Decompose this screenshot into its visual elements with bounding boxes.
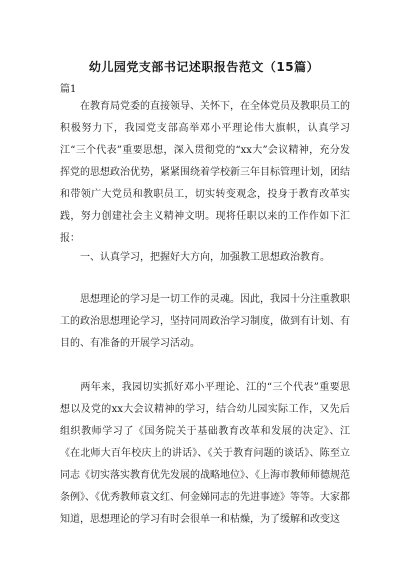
- paragraph-study-text: 两年来，我园切实抓好邓小平理论、江的“三个代表”重要思想以及党的xx大会议精神的学习，结合幼儿园实际工作，又先后组织教师学习了《国务院关于基础教育改革和发展的决定》、江《在北师大百年校庆上的讲话》、《关于教育问题的谈话》、陈至立同志《切实落实教育优先发展的战略地位》、《上海市教师师德规范条例》、《优秀教师袁文红、何金娣同志的先进事迹》等等。大家都知道，思想理论的学习有时会很单一和枯燥，为了缓解和改变这: [60, 382, 350, 525]
- section-label: 篇1: [60, 84, 77, 95]
- paragraph-intro: [60, 96, 350, 250]
- paragraph-study: [60, 377, 350, 531]
- paragraph-theory: [60, 289, 350, 355]
- paragraph-intro-text: 在教育局党委的直接领导、关怀下，在全体党员及教职员工的积极努力下，我园党支部高举邓小平理论伟大旗帜，认真学习江“三个代表”重要思想，深入贯彻党的“xx大”会议精神，充分发挥党的思想政治优势，紧紧围绕着学校新三年目标管理计划，团结和带领广大党员和教职员工，切实转变观念，投身于教育改革实践，努力创建社会主义精神文明。现将任职以来的工作作如下汇报：: [60, 101, 350, 244]
- document-title: 幼儿园党支部书记述职报告范文（15篇）: [88, 60, 320, 74]
- section-heading: [60, 247, 350, 269]
- section-heading-text: 一、认真学习，把握好大方向，加强教工思想政治教育。: [80, 252, 330, 263]
- paragraph-theory-text: 思想理论的学习是一切工作的灵魂。因此，我园十分注重教职工的政治思想理论学习，坚持同周政治学习制度，做到有计划、有目的、有准备的开展学习活动。: [60, 294, 350, 349]
